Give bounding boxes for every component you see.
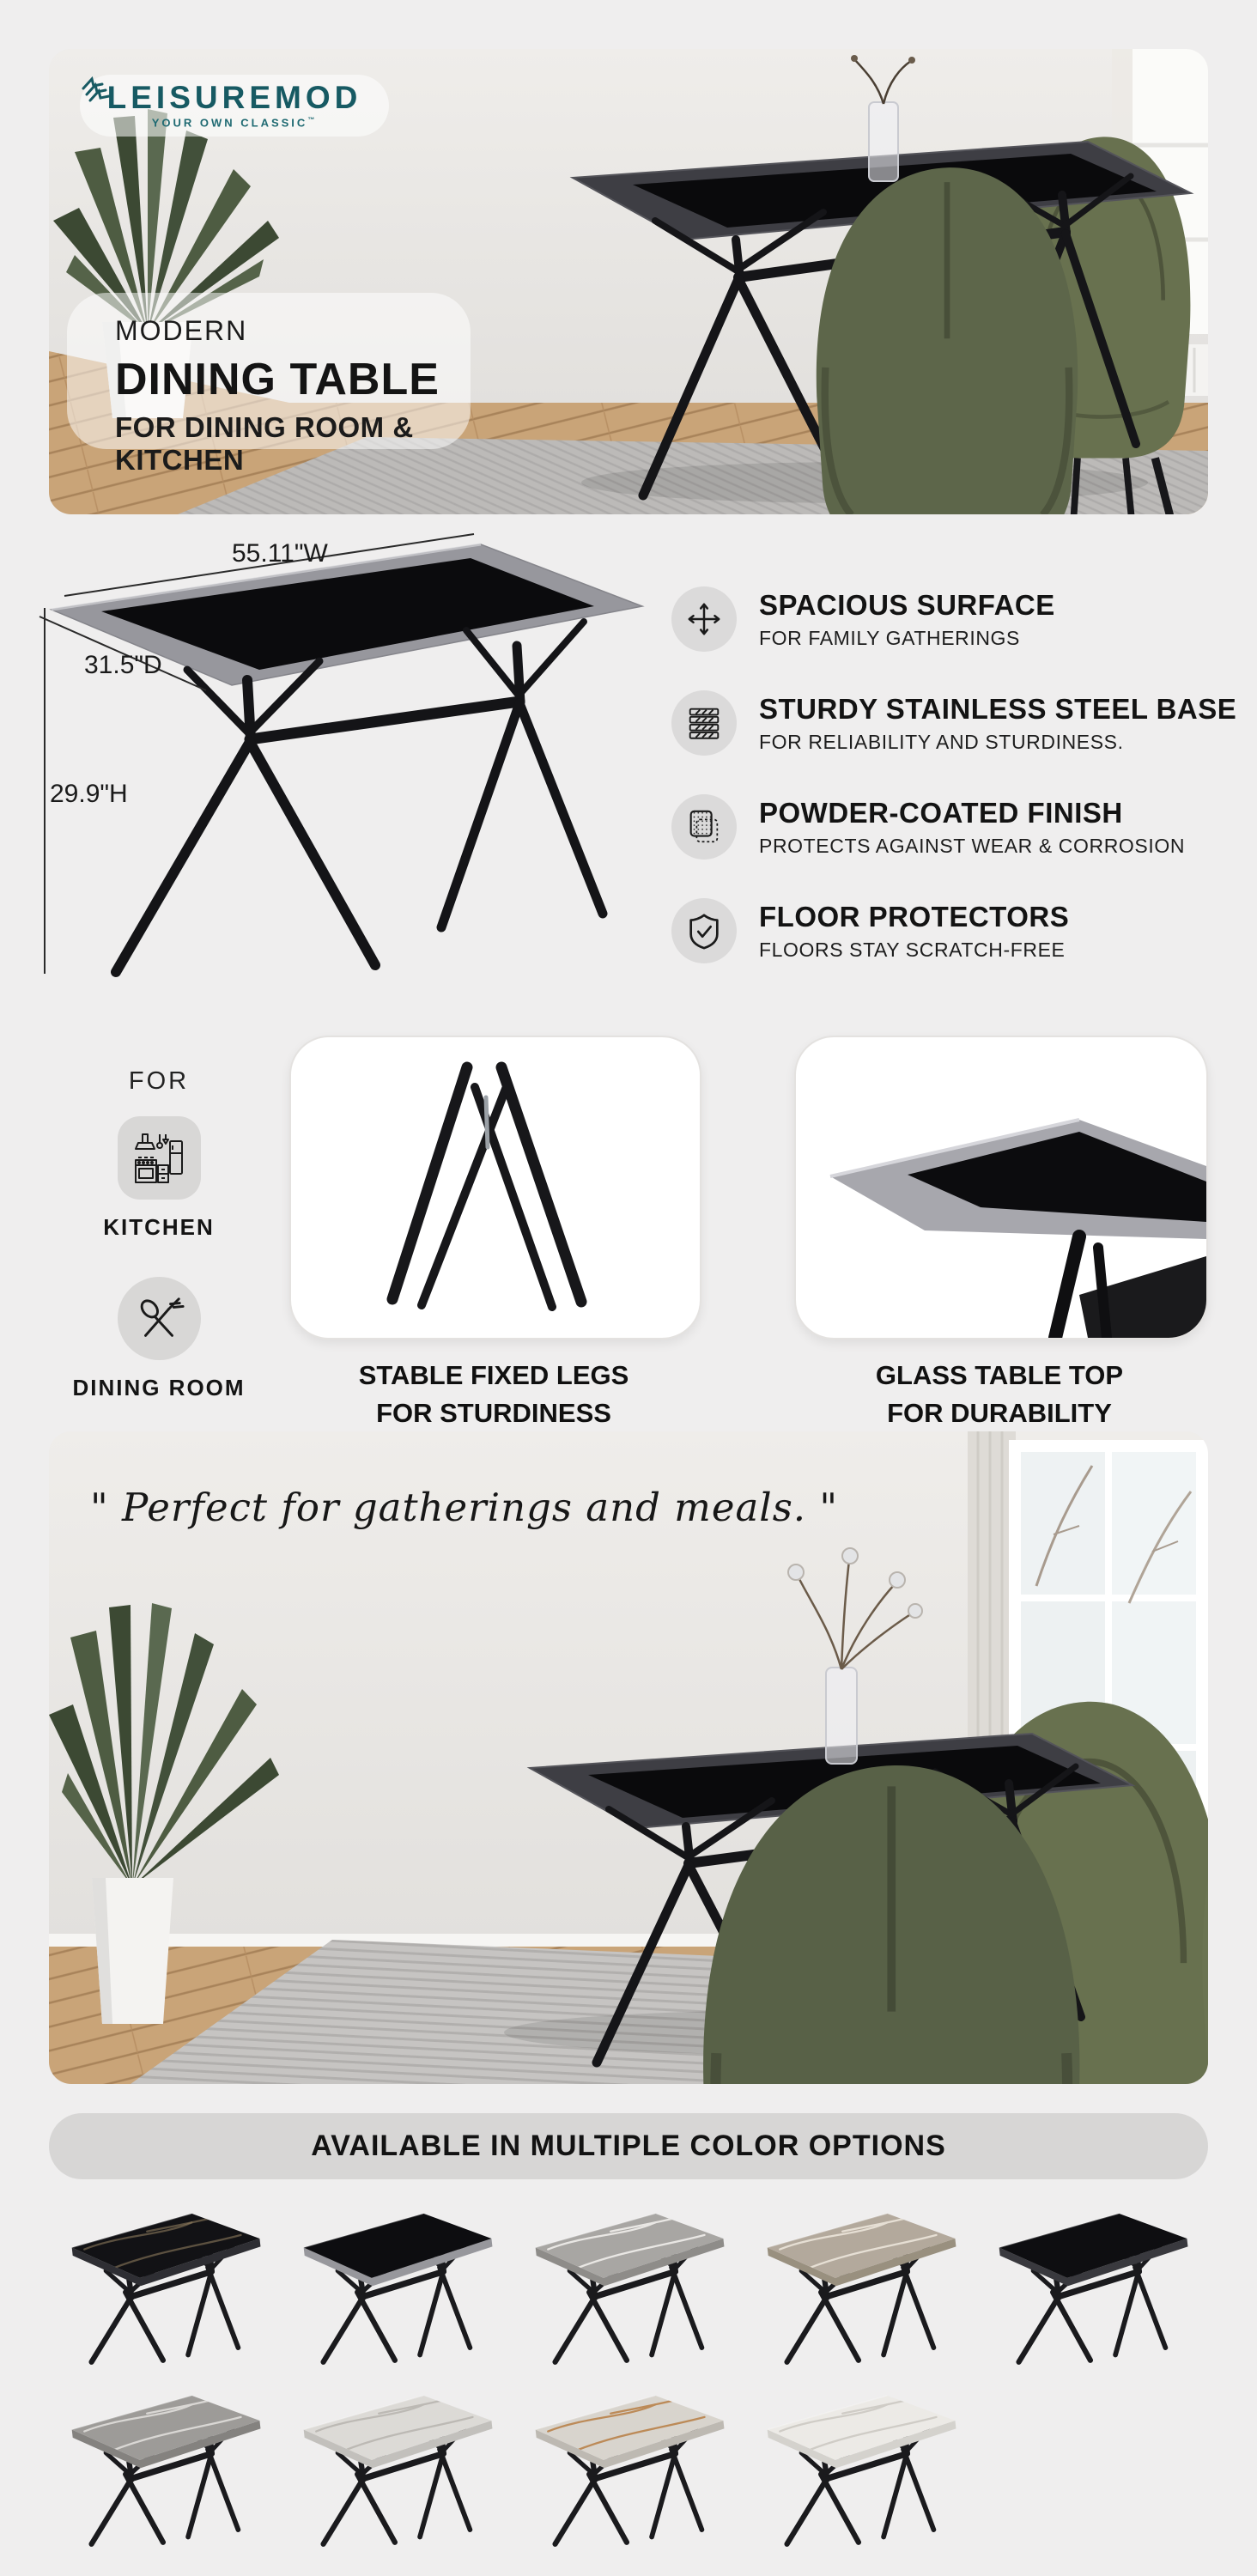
feature-title: SPACIOUS SURFACE [759,588,1055,621]
variant-table-black-glass [976,2195,1208,2377]
feature-subtitle: FLOORS STAY SCRATCH-FREE [759,938,1066,961]
quote-text: " Perfect for gatherings and meals. " [90,1485,839,1530]
color-options-banner [49,2113,1208,2179]
variant-table-gray-marble [513,2195,744,2377]
shield-check-icon [671,898,737,963]
variant-table-gray-marble-2 [49,2377,281,2559]
brand-logo [80,75,389,137]
banner-text: AVAILABLE IN MULTIPLE COLOR OPTIONS [311,2129,946,2162]
feature-steel-base [671,690,1247,756]
hero-image [49,49,1208,514]
feature-subtitle: FOR FAMILY GATHERINGS [759,626,1020,649]
width-label: 55.11"W [232,539,328,568]
lifestyle-image [49,1431,1208,2084]
usage-heading: FOR [128,1067,190,1095]
variant-table-smoked-glass [281,2195,513,2377]
variant-table-white-marble [281,2377,513,2559]
feature-subtitle: PROTECTS AGAINST WEAR & CORROSION [759,834,1186,857]
detail-card-glass [794,1036,1208,1340]
depth-label: 31.5"D [84,651,162,679]
feature-title: POWDER-COATED FINISH [759,796,1123,829]
dining-cutlery-icon [118,1277,201,1360]
usage-label-dining-room: DINING ROOM [72,1375,246,1400]
powder-coating-icon [671,794,737,860]
variant-table-white-vein-marble [744,2377,976,2559]
hero-title-kicker: MODERN [115,315,248,346]
brand-tagline: YOUR OWN CLASSIC™ [151,116,318,130]
hero-title [67,293,471,476]
feature-powder-coated [671,794,1247,860]
feature-subtitle: FOR RELIABILITY AND STURDINESS. [759,730,1124,753]
feature-spacious-surface [671,586,1247,652]
feature-title: STURDY STAINLESS STEEL BASE [759,692,1237,725]
hero-title-sub: FOR DINING ROOM & KITCHEN [115,411,414,476]
height-label: 29.9"H [50,780,128,808]
steel-layers-icon [671,690,737,756]
feature-list [671,586,1247,1002]
usage-section [60,1067,258,1401]
feature-title: FLOOR PROTECTORS [759,900,1070,933]
feature-floor-protectors [671,898,1247,963]
leisuremod-chair-icon [80,75,118,106]
variant-table-beige-marble [744,2195,976,2377]
usage-label-kitchen: KITCHEN [103,1214,215,1240]
arrows-expand-icon [671,586,737,652]
detail-caption-glass: GLASS TABLE TOP FOR DURABILITY [875,1360,1124,1429]
detail-caption-legs: STABLE FIXED LEGS FOR STURDINESS [358,1360,629,1429]
variant-table-white-rust-marble [513,2377,744,2559]
dimension-diagram [34,526,653,1012]
variant-table-black-marble [49,2195,281,2377]
brand-name: LEISUREMOD [106,80,362,116]
kitchen-icon [118,1116,201,1200]
hero-title-main: DINING TABLE [115,355,440,404]
detail-card-legs [289,1036,701,1340]
